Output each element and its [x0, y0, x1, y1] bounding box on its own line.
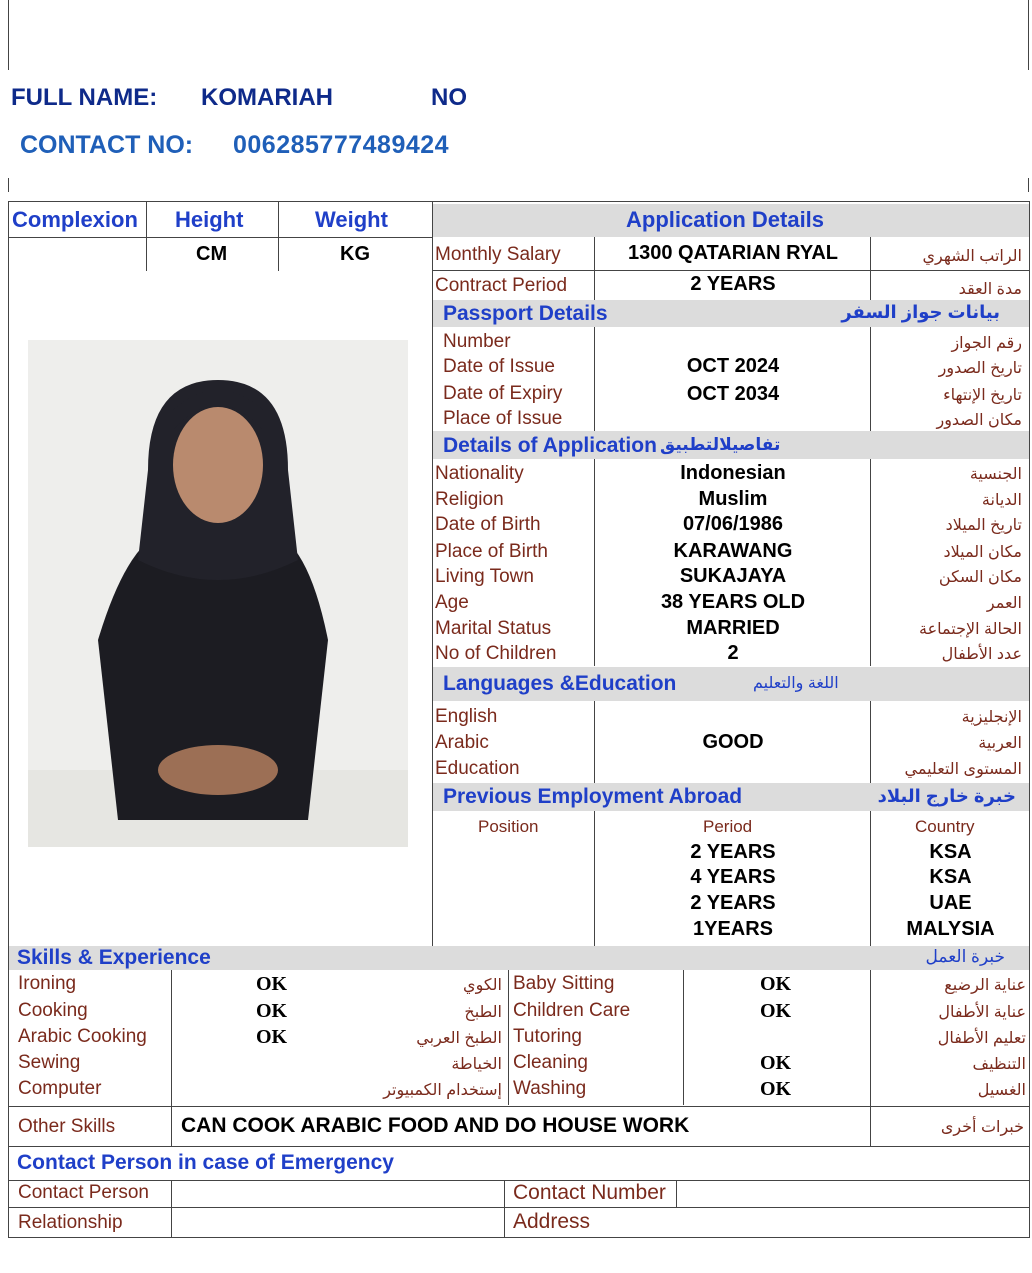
- details-row-value: SUKAJAYA: [679, 565, 787, 587]
- full-name-no: NO: [431, 84, 467, 111]
- emergency-title: Contact Person in case of Emergency: [17, 1151, 394, 1174]
- skill-right-ar: عناية الرضيع: [944, 977, 1026, 994]
- skill-left-ar: الكوي: [463, 977, 502, 994]
- skill-right-ar: عناية الأطفال: [938, 1004, 1026, 1021]
- skill-left-value: OK: [256, 1000, 288, 1022]
- details-row-ar: الحالة الإجتماعة: [919, 621, 1022, 638]
- employment-country: UAE: [929, 892, 972, 914]
- skill-right-label: Children Care: [513, 1000, 631, 1021]
- details-row-value: Indonesian: [680, 462, 786, 484]
- date-of-issue-label: Date of Issue: [443, 356, 555, 377]
- skills-title: Skills & Experience: [17, 946, 211, 969]
- details-row-ar: عدد الأطفال: [941, 646, 1022, 663]
- employment-country: KSA: [929, 866, 972, 888]
- monthly-salary-label: Monthly Salary: [435, 244, 561, 265]
- details-row-ar: الجنسية: [969, 466, 1022, 483]
- weight-unit: KG: [340, 243, 370, 265]
- contract-period-ar: مدة العقد: [958, 281, 1022, 298]
- passport-details-title-ar: بيانات جواز السفر: [841, 302, 1000, 322]
- relationship-label: Relationship: [18, 1212, 123, 1233]
- place-of-issue-ar: مكان الصدور: [936, 412, 1022, 429]
- details-row-ar: مكان الميلاد: [943, 544, 1022, 561]
- skill-right-label: Baby Sitting: [513, 973, 615, 994]
- applicant-photo: [28, 340, 408, 847]
- skill-right-value: OK: [760, 1078, 792, 1100]
- languages-title-ar: اللغة والتعليم: [753, 675, 839, 692]
- details-of-application-title-ar: تفاصيلالتطبيق: [660, 435, 781, 454]
- passport-number-ar: رقم الجواز: [951, 335, 1022, 352]
- previous-employment-title-ar: خبرة خارج البلاد: [877, 786, 1016, 806]
- date-of-issue-ar: تاريخ الصدور: [938, 360, 1022, 377]
- skill-left-label: Arabic Cooking: [18, 1026, 147, 1047]
- details-row-value: 07/06/1986: [682, 513, 784, 535]
- table-left-border: [8, 201, 9, 1238]
- full-name-value: KOMARIAH: [201, 84, 333, 111]
- details-row-value: MARRIED: [686, 617, 780, 639]
- details-row-ar: تاريخ الميلاد: [945, 517, 1022, 534]
- skill-left-label: Computer: [18, 1078, 102, 1099]
- application-details-title: Application Details: [626, 207, 825, 232]
- details-row-label: Nationality: [435, 463, 524, 484]
- skill-right-label: Washing: [513, 1078, 587, 1099]
- skill-right-value: OK: [760, 1000, 792, 1022]
- monthly-salary-ar: الراتب الشهري: [922, 248, 1022, 265]
- previous-employment-title: Previous Employment Abroad: [443, 785, 743, 808]
- skill-left-ar: الطبخ: [464, 1004, 502, 1021]
- col-country: Country: [915, 817, 975, 836]
- monthly-salary-value: 1300 QATARIAN RYAL: [627, 242, 839, 264]
- col-position: Position: [478, 817, 539, 836]
- employment-country: KSA: [929, 841, 972, 863]
- skill-right-value: OK: [760, 1052, 792, 1074]
- skill-right-ar: التنظيف: [972, 1056, 1026, 1073]
- language-row-label: Education: [435, 758, 520, 779]
- details-row-label: Religion: [435, 489, 504, 510]
- skill-left-ar: إستخدام الكمبيوتر: [383, 1082, 502, 1099]
- skill-right-value: OK: [760, 973, 792, 995]
- language-row-label: Arabic: [435, 732, 489, 753]
- details-row-label: No of Children: [435, 643, 557, 664]
- table-right-border: [1029, 201, 1030, 1238]
- date-of-issue-value: OCT 2024: [686, 355, 780, 377]
- passport-number-label: Number: [443, 331, 511, 352]
- details-row-ar: العمر: [986, 595, 1022, 612]
- col-period: Period: [703, 817, 753, 836]
- other-skills-label: Other Skills: [18, 1116, 116, 1137]
- details-row-ar: مكان السكن: [938, 569, 1022, 586]
- details-row-label: Place of Birth: [435, 541, 548, 562]
- details-row-label: Date of Birth: [435, 514, 541, 535]
- details-row-value: KARAWANG: [673, 540, 793, 562]
- details-row-ar: الديانة: [981, 492, 1022, 509]
- employment-period: 2 YEARS: [690, 892, 776, 914]
- skill-left-value: OK: [256, 973, 288, 995]
- skills-title-ar: خبرة العمل: [925, 947, 1005, 966]
- date-of-expiry-value: OCT 2034: [686, 383, 780, 405]
- skill-left-label: Sewing: [18, 1052, 81, 1073]
- place-of-issue-label: Place of Issue: [443, 408, 563, 429]
- full-name-label: FULL NAME:: [11, 84, 158, 111]
- details-row-label: Marital Status: [435, 618, 552, 639]
- skill-left-label: Ironing: [18, 973, 77, 994]
- table-bottom-border: [8, 1237, 1029, 1238]
- skill-right-ar: الغسيل: [977, 1082, 1026, 1099]
- address-label: Address: [513, 1210, 591, 1233]
- details-row-label: Living Town: [435, 566, 534, 587]
- contact-no-label: CONTACT NO:: [20, 131, 194, 159]
- height-header: Height: [175, 207, 244, 232]
- weight-header: Weight: [315, 207, 388, 232]
- details-row-value: 2: [727, 642, 739, 664]
- passport-details-title: Passport Details: [443, 302, 608, 325]
- contact-person-label: Contact Person: [18, 1182, 149, 1203]
- language-row-value: GOOD: [702, 731, 764, 753]
- language-row-label: English: [435, 706, 498, 727]
- details-row-label: Age: [435, 592, 469, 613]
- employment-period: 4 YEARS: [690, 866, 776, 888]
- table-top-border: [8, 201, 1029, 202]
- contact-no-value: 006285777489424: [233, 131, 450, 159]
- details-row-value: 38 YEARS OLD: [660, 591, 806, 613]
- date-of-expiry-ar: تاريخ الإنتهاء: [943, 387, 1022, 404]
- skill-left-ar: الخياطة: [451, 1056, 502, 1073]
- skill-left-ar: الطبخ العربي: [416, 1030, 502, 1047]
- language-row-ar: المستوى التعليمي: [904, 761, 1022, 778]
- details-of-application-title: Details of Application: [443, 434, 657, 457]
- details-row-value: Muslim: [698, 488, 768, 510]
- language-row-ar: الإنجليزية: [961, 709, 1022, 726]
- languages-title: Languages &Education: [443, 672, 677, 695]
- employment-period: 1YEARS: [692, 918, 774, 940]
- skill-left-value: OK: [256, 1026, 288, 1048]
- complexion-header: Complexion: [12, 207, 138, 232]
- date-of-expiry-label: Date of Expiry: [443, 383, 563, 404]
- skill-left-label: Cooking: [18, 1000, 88, 1021]
- contact-number-label: Contact Number: [513, 1181, 666, 1204]
- skill-right-ar: تعليم الأطفال: [937, 1030, 1026, 1047]
- skill-right-label: Cleaning: [513, 1052, 588, 1073]
- other-skills-value: CAN COOK ARABIC FOOD AND DO HOUSE WORK: [181, 1114, 690, 1137]
- employment-period: 2 YEARS: [690, 841, 776, 863]
- language-row-ar: العربية: [978, 735, 1022, 752]
- employment-country: MALYSIA: [906, 918, 995, 940]
- skill-right-label: Tutoring: [513, 1026, 582, 1047]
- other-skills-ar: خبرات أخرى: [940, 1119, 1024, 1136]
- contract-period-label: Contract Period: [435, 275, 568, 296]
- contract-period-value: 2 YEARS: [690, 273, 776, 295]
- height-unit: CM: [196, 243, 228, 265]
